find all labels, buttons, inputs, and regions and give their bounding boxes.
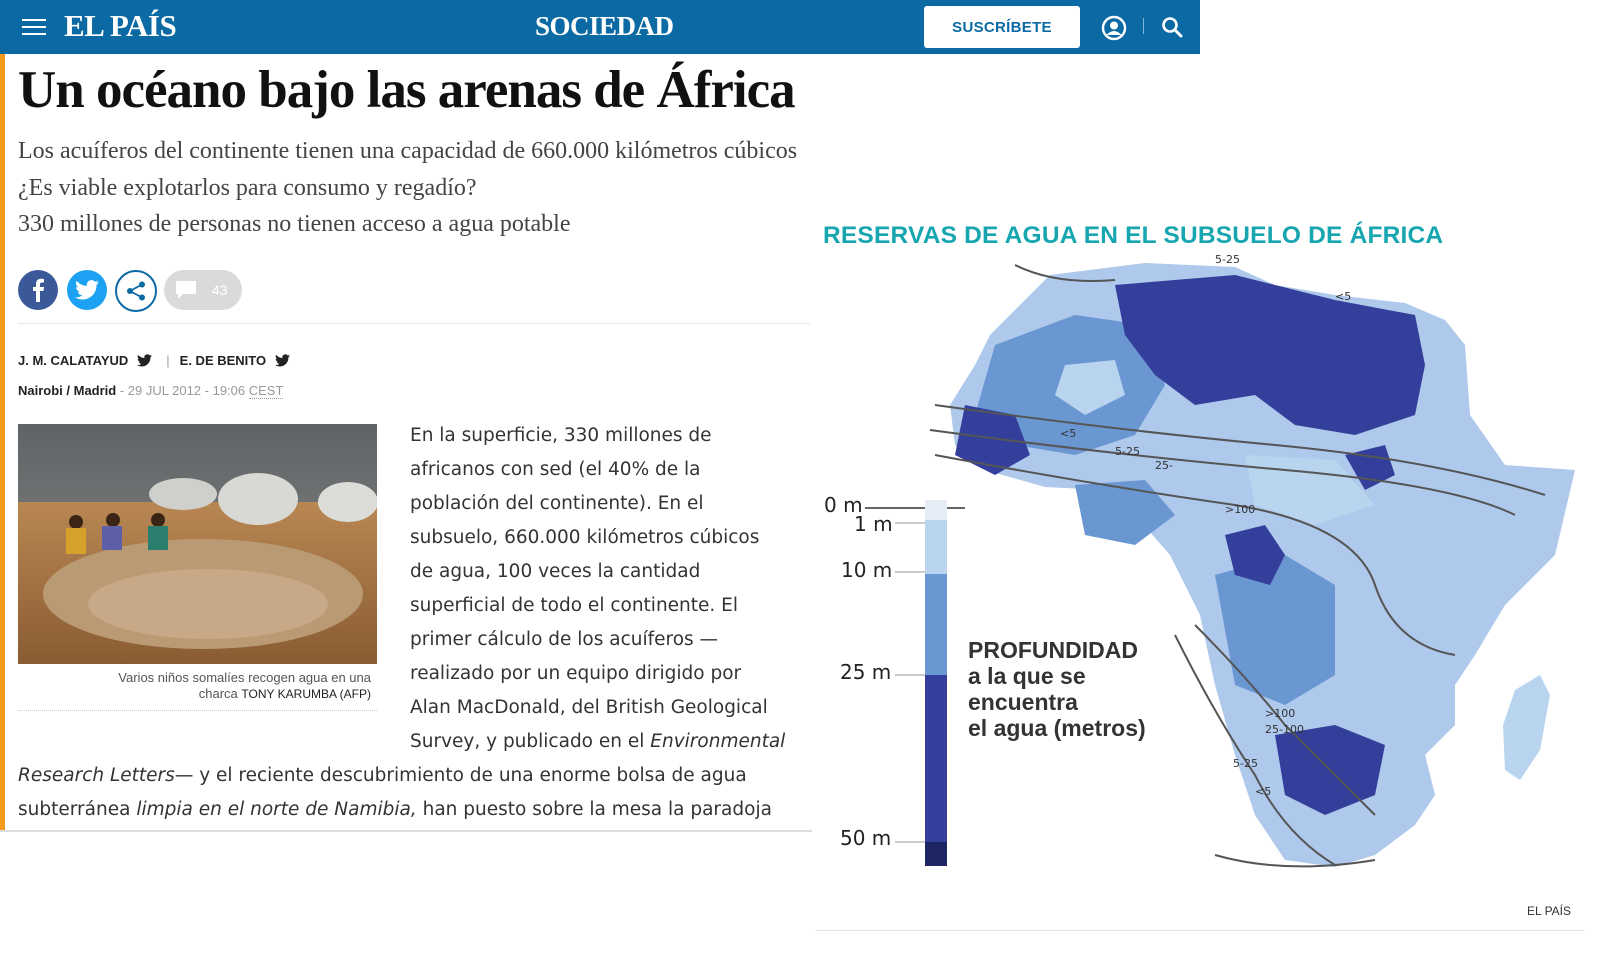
share-icon [125,280,147,302]
depth-scale-band [925,520,947,574]
journal-name: Environmental [650,731,786,752]
depth-scale-band [925,842,947,866]
photo-caption [18,670,371,702]
comment-icon [174,279,198,301]
depth-label: 1 m [854,512,893,536]
twitter-icon[interactable] [137,354,152,367]
byline-separator: | [166,353,170,368]
journal-name: Research Letters [18,765,175,786]
timezone: CEST [248,383,284,398]
top-navigation-bar [0,0,1200,54]
search-icon[interactable] [1160,15,1184,39]
depth-scale-band [925,574,947,675]
dateline: Nairobi / Madrid - 29 JUL 2012 - 19:06 CEST [18,383,284,398]
twitter-icon [75,280,99,300]
author-link[interactable]: E. DE BENITO [179,353,267,368]
header-divider [1143,18,1144,34]
photo-credit: TONY KARUMBA (AFP) [241,687,371,701]
caption-text: Varios niños somalíes recogen agua en una [118,670,371,685]
byline [18,353,304,368]
legend-line: a la que se [968,663,1086,689]
body-line: de agua, 100 veces la cantidad [410,561,701,582]
contour-label: 5-25 [1115,445,1140,458]
body-line: africanos con sed (el 40% de la [410,459,701,480]
subtitle-line: Los acuíferos del continente tienen una capacidad de 660.000 kilómetros cúbicos [18,138,798,164]
depth-label: 10 m [841,558,893,582]
body-text-segment: subterránea [18,799,131,820]
article-subtitles [18,133,797,243]
divider [18,710,377,711]
divider [18,323,810,324]
body-text-segment: han puesto sobre la mesa la paradoja [422,799,772,820]
depth-label: 50 m [840,826,892,850]
depth-scale-band [925,500,947,520]
section-accent-bar [0,54,5,830]
contour-label: 25-100 [1265,723,1304,736]
legend-line: PROFUNDIDAD [968,637,1138,663]
legend-line: encuentra [968,689,1078,715]
subtitle-line: 330 millones de personas no tienen acceso a agua potable [18,211,571,237]
madagascar [1503,675,1550,780]
dateline-place: Nairobi / Madrid [18,383,117,398]
facebook-icon [31,278,45,302]
contour-label: 5-25 [1233,757,1258,770]
body-line [18,799,772,820]
body-line: superficial de todo el continente. El [410,595,739,616]
body-line: población del continente). En el [410,493,704,514]
body-text-segment: — y el reciente descubrimiento de una enorme bolsa de agua [174,765,747,786]
contour-label: 5-25 [1215,255,1240,266]
site-logo[interactable]: EL PAÍS [64,8,177,43]
legend-line: el agua (metros) [968,715,1146,741]
body-line: En la superficie, 330 millones de [410,425,712,446]
infographic-title: RESERVAS DE AGUA EN EL SUBSUELO DE ÁFRICA [823,222,1444,249]
namibia-link[interactable]: limpia en el norte de Namibia, [136,799,417,820]
infographic-credit: EL PAÍS [1527,904,1572,918]
body-text-segment: Survey, y publicado en el [410,731,645,752]
contour-label: <5 [1060,427,1077,440]
contour-label: 25- [1155,459,1173,472]
body-line [18,765,747,786]
body-line: realizado por un equipo dirigido por [410,663,742,684]
article-bottom-border [0,830,812,832]
comments-button[interactable] [164,270,242,310]
depth-label: 25 m [840,660,892,684]
twitter-icon[interactable] [275,354,290,367]
depth-legend-title [968,637,1146,741]
body-line: primer cálculo de los acuíferos — [410,629,719,650]
more-share-button[interactable] [115,270,157,312]
photo-illustration [18,424,377,664]
comment-count: 43 [212,282,228,298]
contour-label: <5 [1335,290,1352,303]
article-headline: Un océano bajo las arenas de África [18,61,795,119]
depth-label: 0 m [824,493,863,517]
article-photo[interactable] [18,424,377,664]
body-line: Alan MacDonald, del British Geological [410,697,768,718]
publish-date: 29 JUL 2012 - 19:06 [127,383,246,398]
menu-icon[interactable] [22,19,46,37]
divider [815,930,1585,931]
caption-text: charca [198,686,238,701]
body-line [410,731,785,752]
contour-label: >100 [1265,707,1296,720]
twitter-share-button[interactable] [67,270,107,310]
contour-label: <5 [1255,785,1272,798]
user-icon[interactable] [1101,15,1127,41]
subtitle-line: ¿Es viable explotarlos para consumo y regadío? [18,174,477,201]
section-title[interactable]: SOCIEDAD [535,11,674,41]
contour-label: >100 [1225,503,1256,516]
depth-scale-band [925,675,947,842]
body-line: subsuelo, 660.000 kilómetros cúbicos [410,527,760,548]
subscribe-button[interactable]: SUSCRÍBETE [924,6,1080,48]
author-link[interactable]: J. M. CALATAYUD [18,353,129,368]
facebook-share-button[interactable] [18,270,58,310]
africa-aquifer-map [815,255,1585,895]
